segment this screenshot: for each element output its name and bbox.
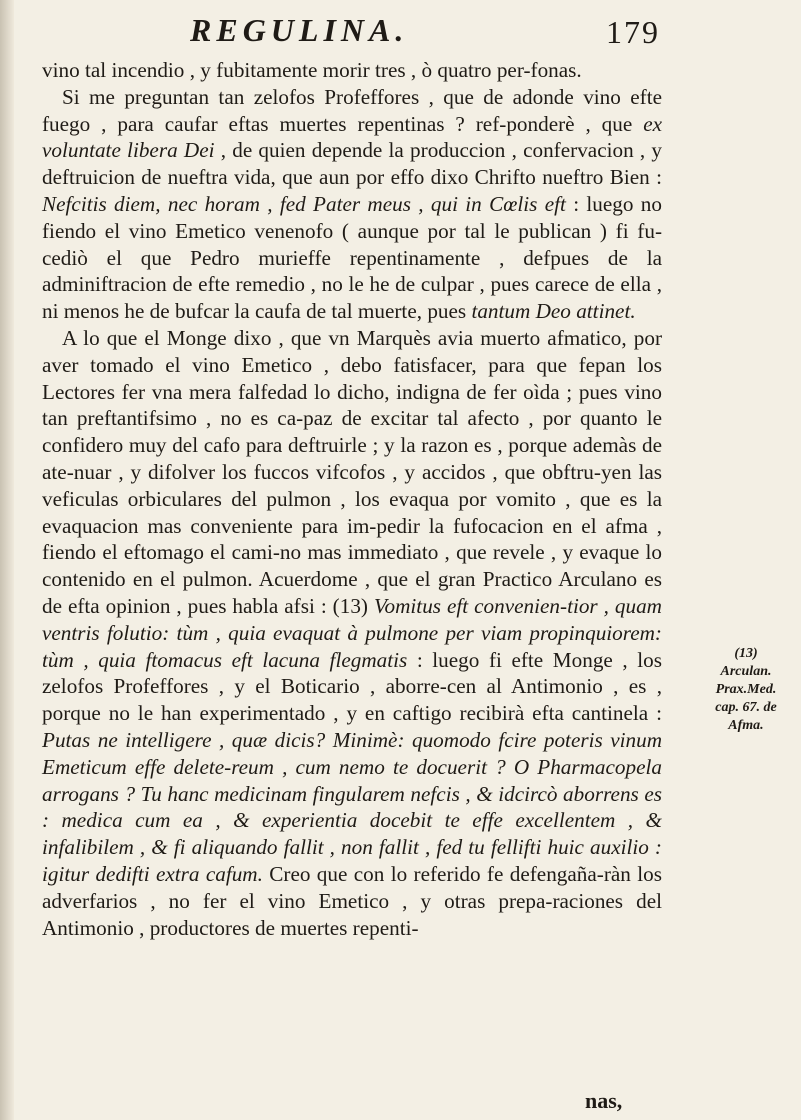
paragraph [42,84,662,325]
italic-latin-run: Putas ne intelligere , quæ dicis? Minimè: quomodo fcire poteris vinum Emeticum effe delete-reum , cum nemo te docuerit ? O Pharmacopela arrogans ? Tu hanc medicinam fingularem nefcis , & idcircò aborrens es : medica cum ea , & experientia docebit te effe excellentem , & infalibilem , & fi aliquando fallit , non fallit , fed tu fellifti huic auxilio : igitur dedifti extra cafum. [42,727,662,886]
page-header [190,12,660,56]
paragraph [42,325,662,941]
text-run: Creo que con lo referido fe defengaña-ràn los adverfarios , no fer el vino Emetico , y otras prepa-raciones del Antimonio , productores de muertes repenti- [42,861,662,940]
marginal-note-line: cap. 67. de [715,700,777,715]
italic-latin-run: tantum Deo attinet. [471,299,636,324]
running-title: REGULINA. [190,12,409,48]
italic-latin-run: Vomitus eft convenien-tior , quam ventris folutio: tùm , quia evaquat à pulmone per viam propinquiorem: tùm , quia ftomacus eft lacuna flegmatis [42,593,662,672]
text-run: : luego no fiendo el vino Emetico venenofo ( aunque por tal le publican ) fi fu-cediò el que Pedro murieffe repentinamente , defpues de la adminiftracion de efte remedio , no le he de culpar , pues carece de ella , ni menos he de bufcar la caufa de tal muerte, pues [42,191,662,324]
text-run: A lo que el Monge dixo , que vn Marquès avia muerto afmatico, por aver tomado el vino Emetico , debo fatisfacer, para que fepan los Lectores fer vna mera falfedad lo dicho, indigna de fer oìda ; pues vino tan preftantifsimo , no es ca-paz de excitar tal afecto , por quanto le confidero muy del cafo para deftruirle ; y la razon es , porque ademàs de ate-nuar , y difolver los fuccos vifcofos , y accidos , que obftru-yen las veficulas orbiculares del pulmon , los evaqua por vomito , que es la evaquacion mas conveniente para im-pedir la fufocacion en el afma , fiendo el eftomago el cami-no mas immediato , que revele , y evaque lo contenido en el pulmon. Acuerdome , que el gran Practico Arculano es de efta opinion , pues habla afsi : (13) [42,325,662,618]
body-text [42,57,662,941]
text-run: Si me preguntan tan zelofos Profeffores , que de adonde vino efte fuego , para caufar eftas muertes repentinas ? ref-ponderè , que [42,84,662,136]
text-run: : luego fi efte Monge , los zelofos Profeffores , y el Boticario , aborre-cen al Antimonio , es , porque no le han experimentado , y en caftigo recibirà efta cantinela : [42,647,662,726]
marginal-note-line: Arculan. [720,664,772,679]
catchword: nas, [585,1088,623,1113]
text-run: vino tal incendio , y fubitamente morir tres , ò quatro per-fonas. [42,58,582,82]
marginal-note-line: Prax.Med. [715,682,777,697]
text-run: , de quien depende la produccion , confervacion , y deftruicion de nueftra vida, que aun por effo dixo Chrifto nueftro Bien : [42,138,662,190]
marginal-note-line: (13) [734,646,758,661]
italic-latin-run: Nefcitis diem, nec horam , fed Pater meus , qui in Cœlis eft [42,191,566,216]
binding-gutter [0,0,14,1120]
page-number: 179 [606,14,660,50]
italic-latin-run: ex voluntate libera Dei [42,111,662,163]
marginal-note [700,645,792,735]
paragraph [42,57,662,84]
marginal-note-line: Afma. [728,718,764,733]
